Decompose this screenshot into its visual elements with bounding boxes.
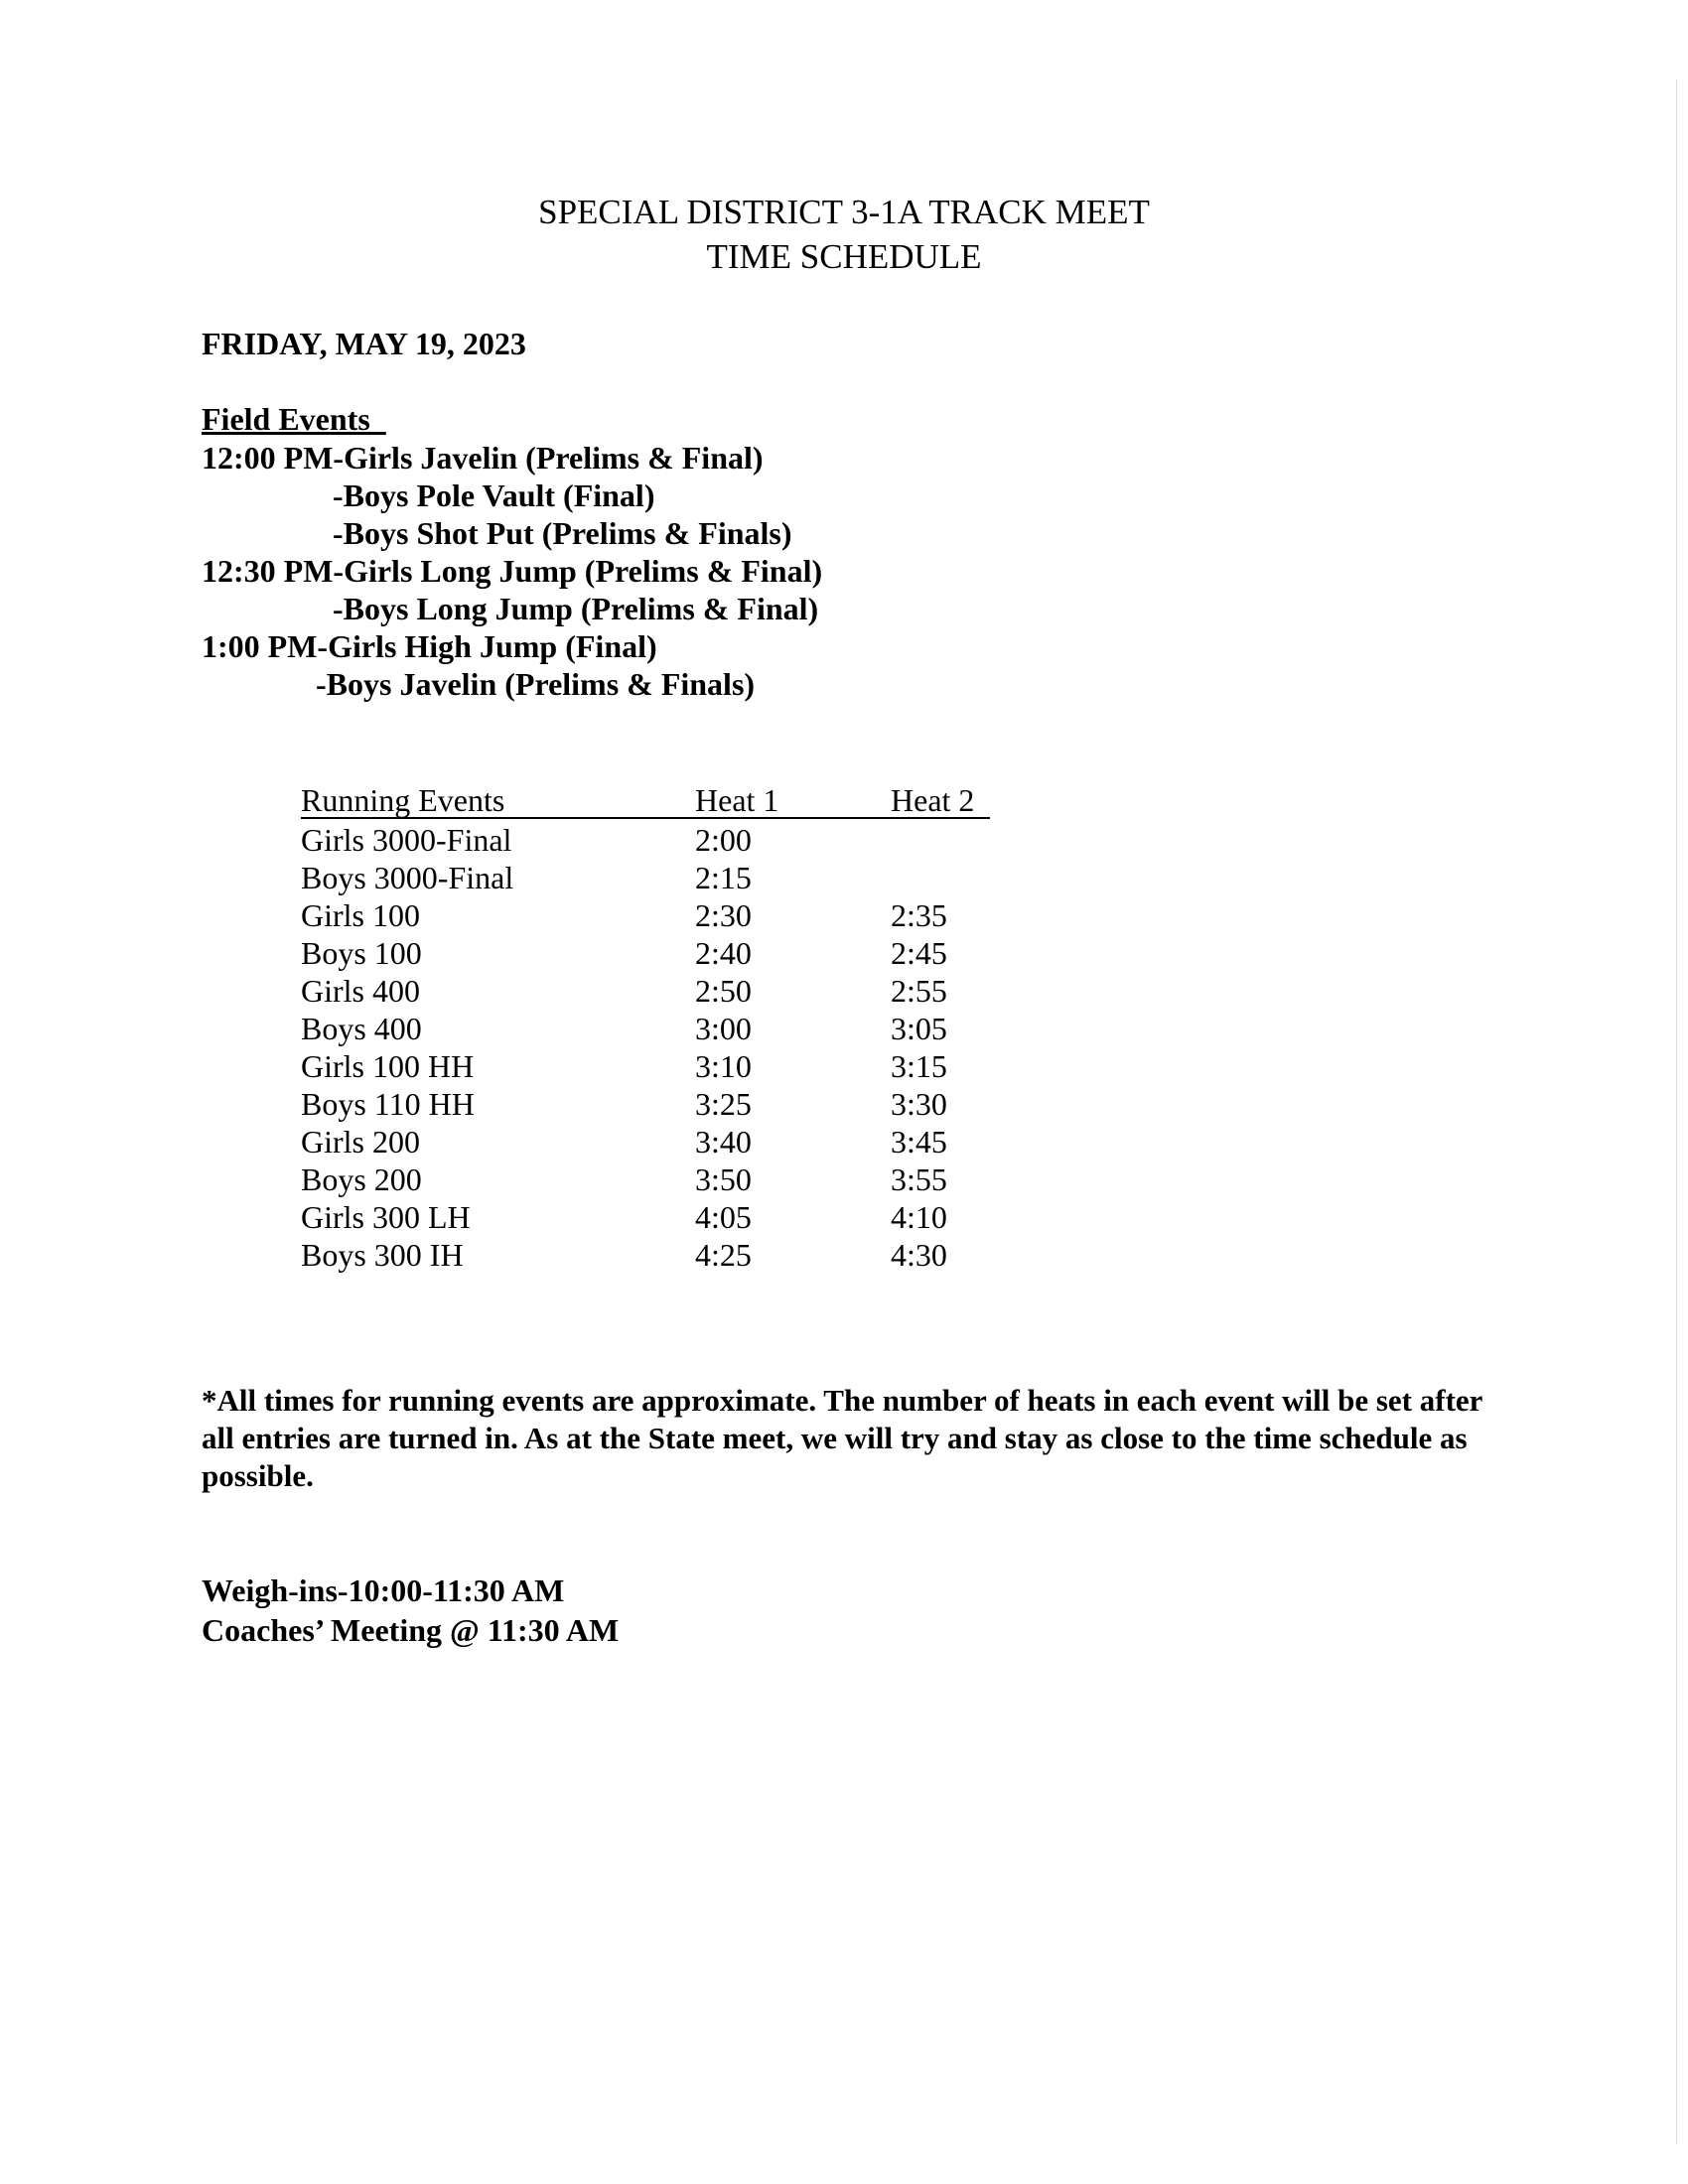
table-row: [301, 934, 990, 972]
event-name: Girls 300 LH: [301, 1199, 471, 1235]
event-name: Boys 110 HH: [301, 1086, 475, 1122]
scan-edge-line: [1676, 79, 1677, 2144]
event-name: Boys 200: [301, 1161, 422, 1197]
event-name: Girls 3000-Final: [301, 822, 512, 858]
header-heat-2: Heat 2: [891, 782, 975, 818]
heat-2-time: 2:45: [891, 935, 947, 971]
heat-1-time: 3:40: [695, 1124, 752, 1160]
heat-1-time: 4:05: [695, 1199, 752, 1235]
field-event-line: 12:00 PM-Girls Javelin (Prelims & Final): [202, 440, 764, 476]
meet-date: FRIDAY, MAY 19, 2023: [202, 326, 526, 361]
coaches-meeting-time: Coaches’ Meeting @ 11:30 AM: [202, 1612, 620, 1648]
heat-1-time: 3:10: [695, 1048, 752, 1084]
table-row: [301, 1160, 990, 1198]
table-row: [301, 896, 990, 934]
table-row: [301, 821, 990, 859]
heat-2-time: 3:15: [891, 1048, 947, 1084]
heat-1-time: 2:50: [695, 973, 752, 1009]
heat-2-time: 3:30: [891, 1086, 947, 1122]
document-subtitle: TIME SCHEDULE: [706, 237, 982, 276]
heat-2-time: 3:05: [891, 1011, 947, 1046]
field-event-line: -Boys Javelin (Prelims & Finals): [316, 666, 756, 702]
event-name: Boys 400: [301, 1011, 422, 1046]
heat-2-time: 2:55: [891, 973, 947, 1009]
heat-1-time: 3:50: [695, 1161, 752, 1197]
field-event-line: -Boys Long Jump (Prelims & Final): [333, 591, 819, 626]
field-events-header: Field Events: [202, 401, 386, 437]
header-running-events: Running Events: [301, 782, 505, 818]
table-header-row: [301, 781, 990, 819]
event-name: Girls 100 HH: [301, 1048, 475, 1084]
heat-1-time: 2:00: [695, 822, 752, 858]
heat-2-time: 2:35: [891, 897, 947, 933]
heat-2-time: 4:10: [891, 1199, 947, 1235]
table-row: [301, 1123, 990, 1160]
table-row: [301, 859, 990, 896]
table-row: [301, 1010, 990, 1047]
heat-1-time: 2:15: [695, 860, 752, 895]
heat-1-time: 4:25: [695, 1237, 752, 1273]
event-name: Girls 400: [301, 973, 420, 1009]
heat-2-time: 4:30: [891, 1237, 947, 1273]
event-name: Boys 3000-Final: [301, 860, 514, 895]
table-row: [301, 1047, 990, 1085]
weigh-ins-time: Weigh-ins-10:00-11:30 AM: [202, 1572, 565, 1608]
document-title: SPECIAL DISTRICT 3-1A TRACK MEET: [538, 193, 1150, 231]
heat-1-time: 3:25: [695, 1086, 752, 1122]
event-name: Boys 300 IH: [301, 1237, 464, 1273]
table-row: [301, 1236, 990, 1274]
heat-2-time: 3:45: [891, 1124, 947, 1160]
event-name: Girls 200: [301, 1124, 420, 1160]
field-event-line: 1:00 PM-Girls High Jump (Final): [202, 628, 657, 664]
heat-1-time: 3:00: [695, 1011, 752, 1046]
table-row: [301, 1085, 990, 1123]
table-row: [301, 1198, 990, 1236]
approximate-times-note: *All times for running events are approximate. The number of heats in each event will be set after all entries are turned in. As at the State meet, we will try and stay as close to the time schedule as possible.: [202, 1383, 1482, 1493]
header-heat-1: Heat 1: [695, 782, 779, 818]
heat-2-time: 3:55: [891, 1161, 947, 1197]
event-name: Girls 100: [301, 897, 420, 933]
field-event-line: -Boys Shot Put (Prelims & Finals): [333, 515, 792, 551]
table-row: [301, 972, 990, 1010]
heat-1-time: 2:40: [695, 935, 752, 971]
field-event-line: 12:30 PM-Girls Long Jump (Prelims & Final): [202, 553, 823, 589]
heat-1-time: 2:30: [695, 897, 752, 933]
event-name: Boys 100: [301, 935, 422, 971]
field-event-line: -Boys Pole Vault (Final): [333, 478, 655, 513]
running-events-table: [301, 781, 990, 1274]
